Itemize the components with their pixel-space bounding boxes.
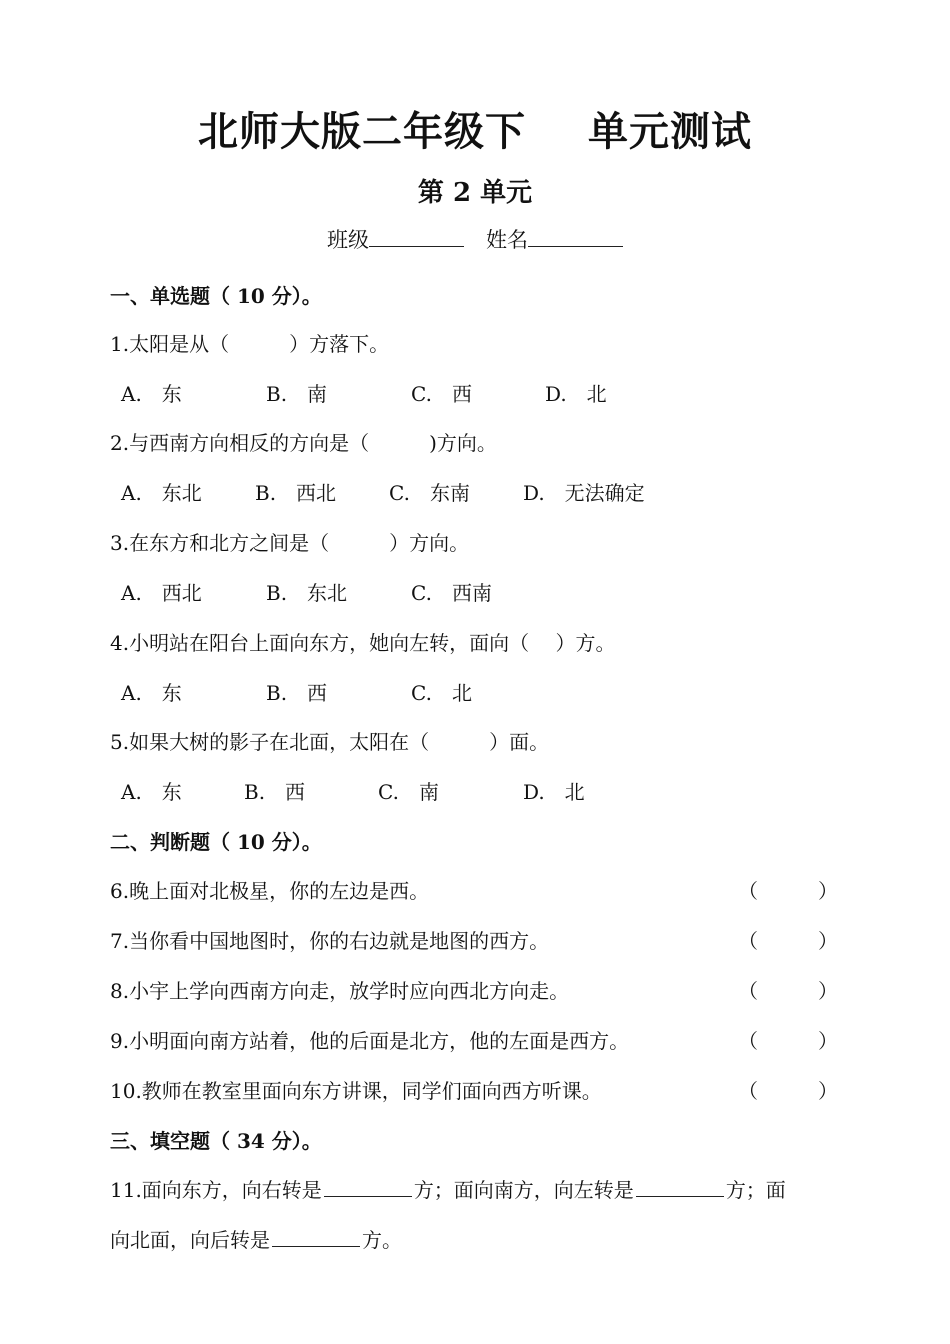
question-3: 3.在东方和北方之间是（ ）方向。 [110,531,470,555]
q3-option-c[interactable]: C. 西南 [411,581,492,605]
section-heading-single-choice: 一、单选题（ 10 分）。 [110,284,322,308]
question-8: 8.小宇上学向西南方向走，放学时应向西北方向走。 [110,979,570,1003]
unit-subtitle: 第 2 单元 [417,178,533,208]
q3-option-a[interactable]: A. 西北 [121,581,202,605]
title-left: 北师大版二年级下 [198,109,526,155]
q8-answer-paren[interactable]: （ ） [738,979,838,1003]
q9-answer-paren[interactable]: （ ） [738,1029,838,1053]
q11-part-5: 方。 [362,1228,402,1252]
class-label: 班级 [327,228,369,252]
question-1: 1.太阳是从（ ）方落下。 [110,332,390,356]
q1-option-a[interactable]: A. 东 [121,382,182,406]
q7-answer-paren[interactable]: （ ） [738,929,838,953]
name-blank[interactable] [528,226,623,247]
question-7: 7.当你看中国地图时，你的右边就是地图的西方。 [110,929,550,953]
q2-option-a[interactable]: A. 东北 [121,481,202,505]
q11-part-1: 11.面向东方，向右转是 [110,1178,322,1202]
q11-part-4: 向北面，向后转是 [110,1228,270,1252]
q4-option-b[interactable]: B. 西 [266,681,328,705]
q4-option-c[interactable]: C. 北 [411,681,472,705]
q11-blank-3[interactable] [272,1228,360,1247]
name-label: 姓名 [486,228,528,252]
q1-option-d[interactable]: D. 北 [545,382,607,406]
title-right: 单元测试 [588,109,752,155]
q11-blank-2[interactable] [636,1178,724,1197]
question-11-line-2 [110,1224,402,1253]
q1-option-b[interactable]: B. 南 [266,382,328,406]
question-4: 4.小明站在阳台上面向东方，她向左转，面向（ ）方。 [110,631,616,655]
q6-answer-paren[interactable]: （ ） [738,879,838,903]
q4-option-a[interactable]: A. 东 [121,681,182,705]
section-heading-true-false: 二、判断题（ 10 分）。 [110,830,322,854]
student-info [0,224,950,254]
q5-option-b[interactable]: B. 西 [244,780,306,804]
q11-part-3: 方；面 [725,1178,786,1202]
section-heading-fill-in: 三、填空题（ 34 分）。 [110,1129,322,1153]
question-11-line-1 [110,1174,786,1203]
q5-option-d[interactable]: D. 北 [523,780,585,804]
question-5: 5.如果大树的影子在北面，太阳在（ ）面。 [110,730,550,754]
question-6: 6.晚上面对北极星，你的左边是西。 [110,879,430,903]
q3-option-b[interactable]: B. 东北 [266,581,348,605]
q5-option-a[interactable]: A. 东 [121,780,182,804]
q11-part-2: 方；面向南方，向左转是 [413,1178,634,1202]
q2-option-c[interactable]: C. 东南 [389,481,470,505]
q10-answer-paren[interactable]: （ ） [738,1079,838,1103]
class-blank[interactable] [369,226,464,247]
q5-option-c[interactable]: C. 南 [378,780,439,804]
q1-option-c[interactable]: C. 西 [411,382,472,406]
question-9: 9.小明面向南方站着，他的后面是北方，他的左面是西方。 [110,1029,630,1053]
page-title [0,100,950,157]
question-10: 10.教师在教室里面向东方讲课，同学们面向西方听课。 [110,1079,602,1103]
q2-option-b[interactable]: B. 西北 [255,481,337,505]
q2-option-d[interactable]: D. 无法确定 [523,481,645,505]
q11-blank-1[interactable] [324,1178,412,1197]
question-2: 2.与西南方向相反的方向是（ )方向。 [110,431,497,455]
